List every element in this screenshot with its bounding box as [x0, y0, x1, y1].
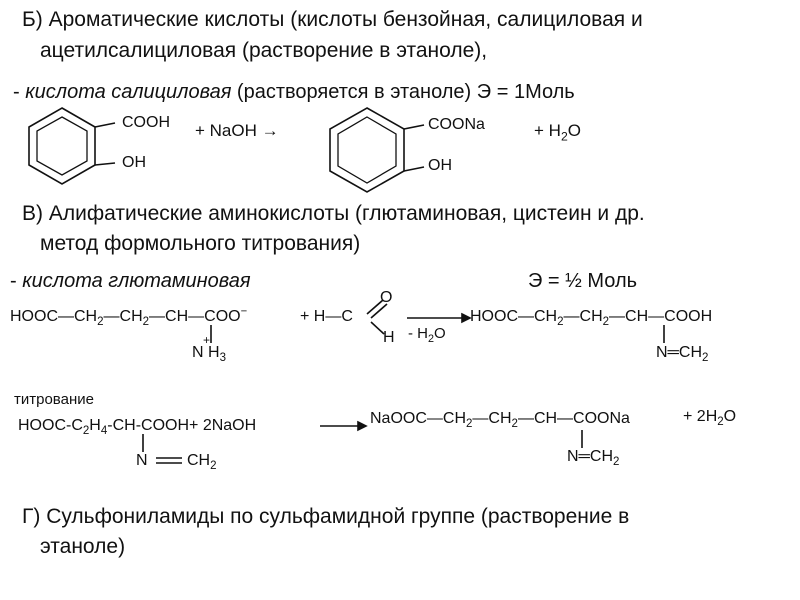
tit-l-n: N: [136, 452, 148, 469]
titration-left-ch2: [187, 452, 217, 473]
glu-nh3-h: H: [208, 344, 220, 361]
aldehyde-hc: + H—C: [300, 308, 353, 325]
tit-r-1: NaOOC—CH: [370, 410, 467, 427]
bond-cooh: [95, 123, 115, 127]
titration-water: [683, 408, 737, 429]
section-b-heading-line1: Б) Ароматические кислоты (кислоты бензойная, салициловая и: [22, 8, 643, 31]
reagent-naoh: + NaOH →: [195, 121, 279, 140]
bond-product-oh: [404, 167, 424, 171]
glu-l-3: —CH—COO: [149, 308, 241, 325]
tit-l-1: HOOC-C: [18, 417, 83, 434]
reactant-oh: OH: [122, 154, 146, 171]
benzene-ring-reactant-inner: [37, 117, 87, 175]
bond-oh: [95, 163, 115, 165]
glu-l-minus: −: [240, 305, 248, 318]
glu-r-sub2: 2: [602, 316, 610, 329]
tit-l-ch: CH: [187, 452, 211, 469]
glu-r-sub1: 2: [557, 316, 564, 329]
glu-product-n-sub: 2: [702, 352, 709, 365]
tit-water-sub: 2: [717, 416, 724, 429]
tit-r-2: —CH: [472, 410, 512, 427]
glu-nh3-sub: 3: [219, 352, 226, 365]
glu-l-sub2: 2: [142, 316, 150, 329]
glutamic-equiv: Э = ½ Моль: [528, 270, 638, 292]
glutamic-prefix: -: [10, 270, 23, 292]
section-g-heading-line1: Г) Сульфониламиды по сульфамидной группе (растворение в: [22, 505, 630, 528]
tit-l-h: H: [89, 417, 101, 434]
titration-left: [18, 417, 257, 438]
water-sub: 2: [560, 129, 568, 144]
arrow-glutamic-head: [462, 314, 470, 322]
product-oh: OH: [428, 157, 452, 174]
section-b-heading-line2: ацетилсалициловая (растворение в этаноле),: [40, 39, 488, 62]
bond-coona: [404, 125, 424, 129]
product-water: [534, 121, 581, 144]
glu-r-2: —CH: [563, 308, 603, 325]
section-v-heading-line2: метод формольного титрования): [40, 232, 361, 255]
glu-nh3: [192, 344, 226, 365]
tit-r-sub2: 2: [511, 418, 518, 431]
water-o: O: [567, 121, 581, 140]
titration-left-double-bond: [154, 452, 184, 473]
tit-water-o: O: [723, 408, 737, 425]
arrow-titration-head: [358, 422, 366, 430]
glu-l-2: —CH: [103, 308, 143, 325]
titration-right-n: [567, 448, 620, 469]
glu-r-3: —CH—COOH: [609, 308, 713, 325]
glutamic-right-chain: [470, 308, 713, 329]
tit-r-n-sub: 2: [613, 456, 620, 469]
arrow-note-o: O: [434, 325, 446, 342]
glu-product-n: [656, 344, 709, 365]
benzene-ring-product: [330, 108, 404, 192]
glu-nh3-n: N: [192, 344, 204, 361]
reactant-cooh: COOH: [122, 114, 170, 131]
titration-left-n: [136, 452, 148, 470]
benzene-ring-product-inner: [338, 117, 396, 183]
double-bond-glyph: [154, 452, 184, 468]
glutamic-line: [10, 270, 251, 293]
glu-l-1: HOOC—CH: [10, 308, 98, 325]
product-coona: COONa: [428, 116, 485, 133]
tit-l-rest: -CH-COOH+ 2NaOH: [107, 417, 257, 434]
glu-product-n-text: N═CH: [656, 344, 702, 361]
tit-water-h: + 2H: [683, 408, 718, 425]
aldehyde-h: H: [383, 329, 395, 346]
tit-r-3: —CH—COONa: [517, 410, 630, 427]
aldehyde-o: O: [380, 289, 393, 306]
water-h: + H: [534, 121, 561, 140]
section-v-heading-line1: В) Алифатические аминокислоты (глютаминовая, цистеин и др.: [22, 202, 645, 225]
tit-l-sub4: 4: [100, 425, 108, 438]
arrow-note-sub: 2: [428, 332, 435, 345]
glutamic-name: кислота глютаминовая: [22, 270, 251, 292]
arrow-note: [408, 325, 446, 345]
section-g-heading-line2: этаноле): [40, 535, 126, 558]
titration-right: [370, 410, 630, 431]
titration-label: титрование: [14, 391, 94, 408]
salicylic-prefix: -: [13, 81, 26, 103]
tit-r-n: N═CH: [567, 448, 613, 465]
tit-l-sub2: 2: [82, 425, 90, 438]
glutamic-left-chain: [10, 305, 248, 329]
tit-l-ch-sub: 2: [210, 460, 217, 473]
glu-r-1: HOOC—CH: [470, 308, 558, 325]
glu-l-sub1: 2: [97, 316, 104, 329]
glu-nh3-plus: +: [203, 333, 211, 347]
salicylic-name: кислота салициловая: [25, 81, 232, 103]
tit-r-sub1: 2: [466, 418, 473, 431]
arrow-note-h: - H: [408, 325, 428, 342]
benzene-ring-reactant: [29, 108, 95, 184]
salicylic-rest: (растворяется в этаноле) Э = 1Моль: [231, 81, 575, 103]
